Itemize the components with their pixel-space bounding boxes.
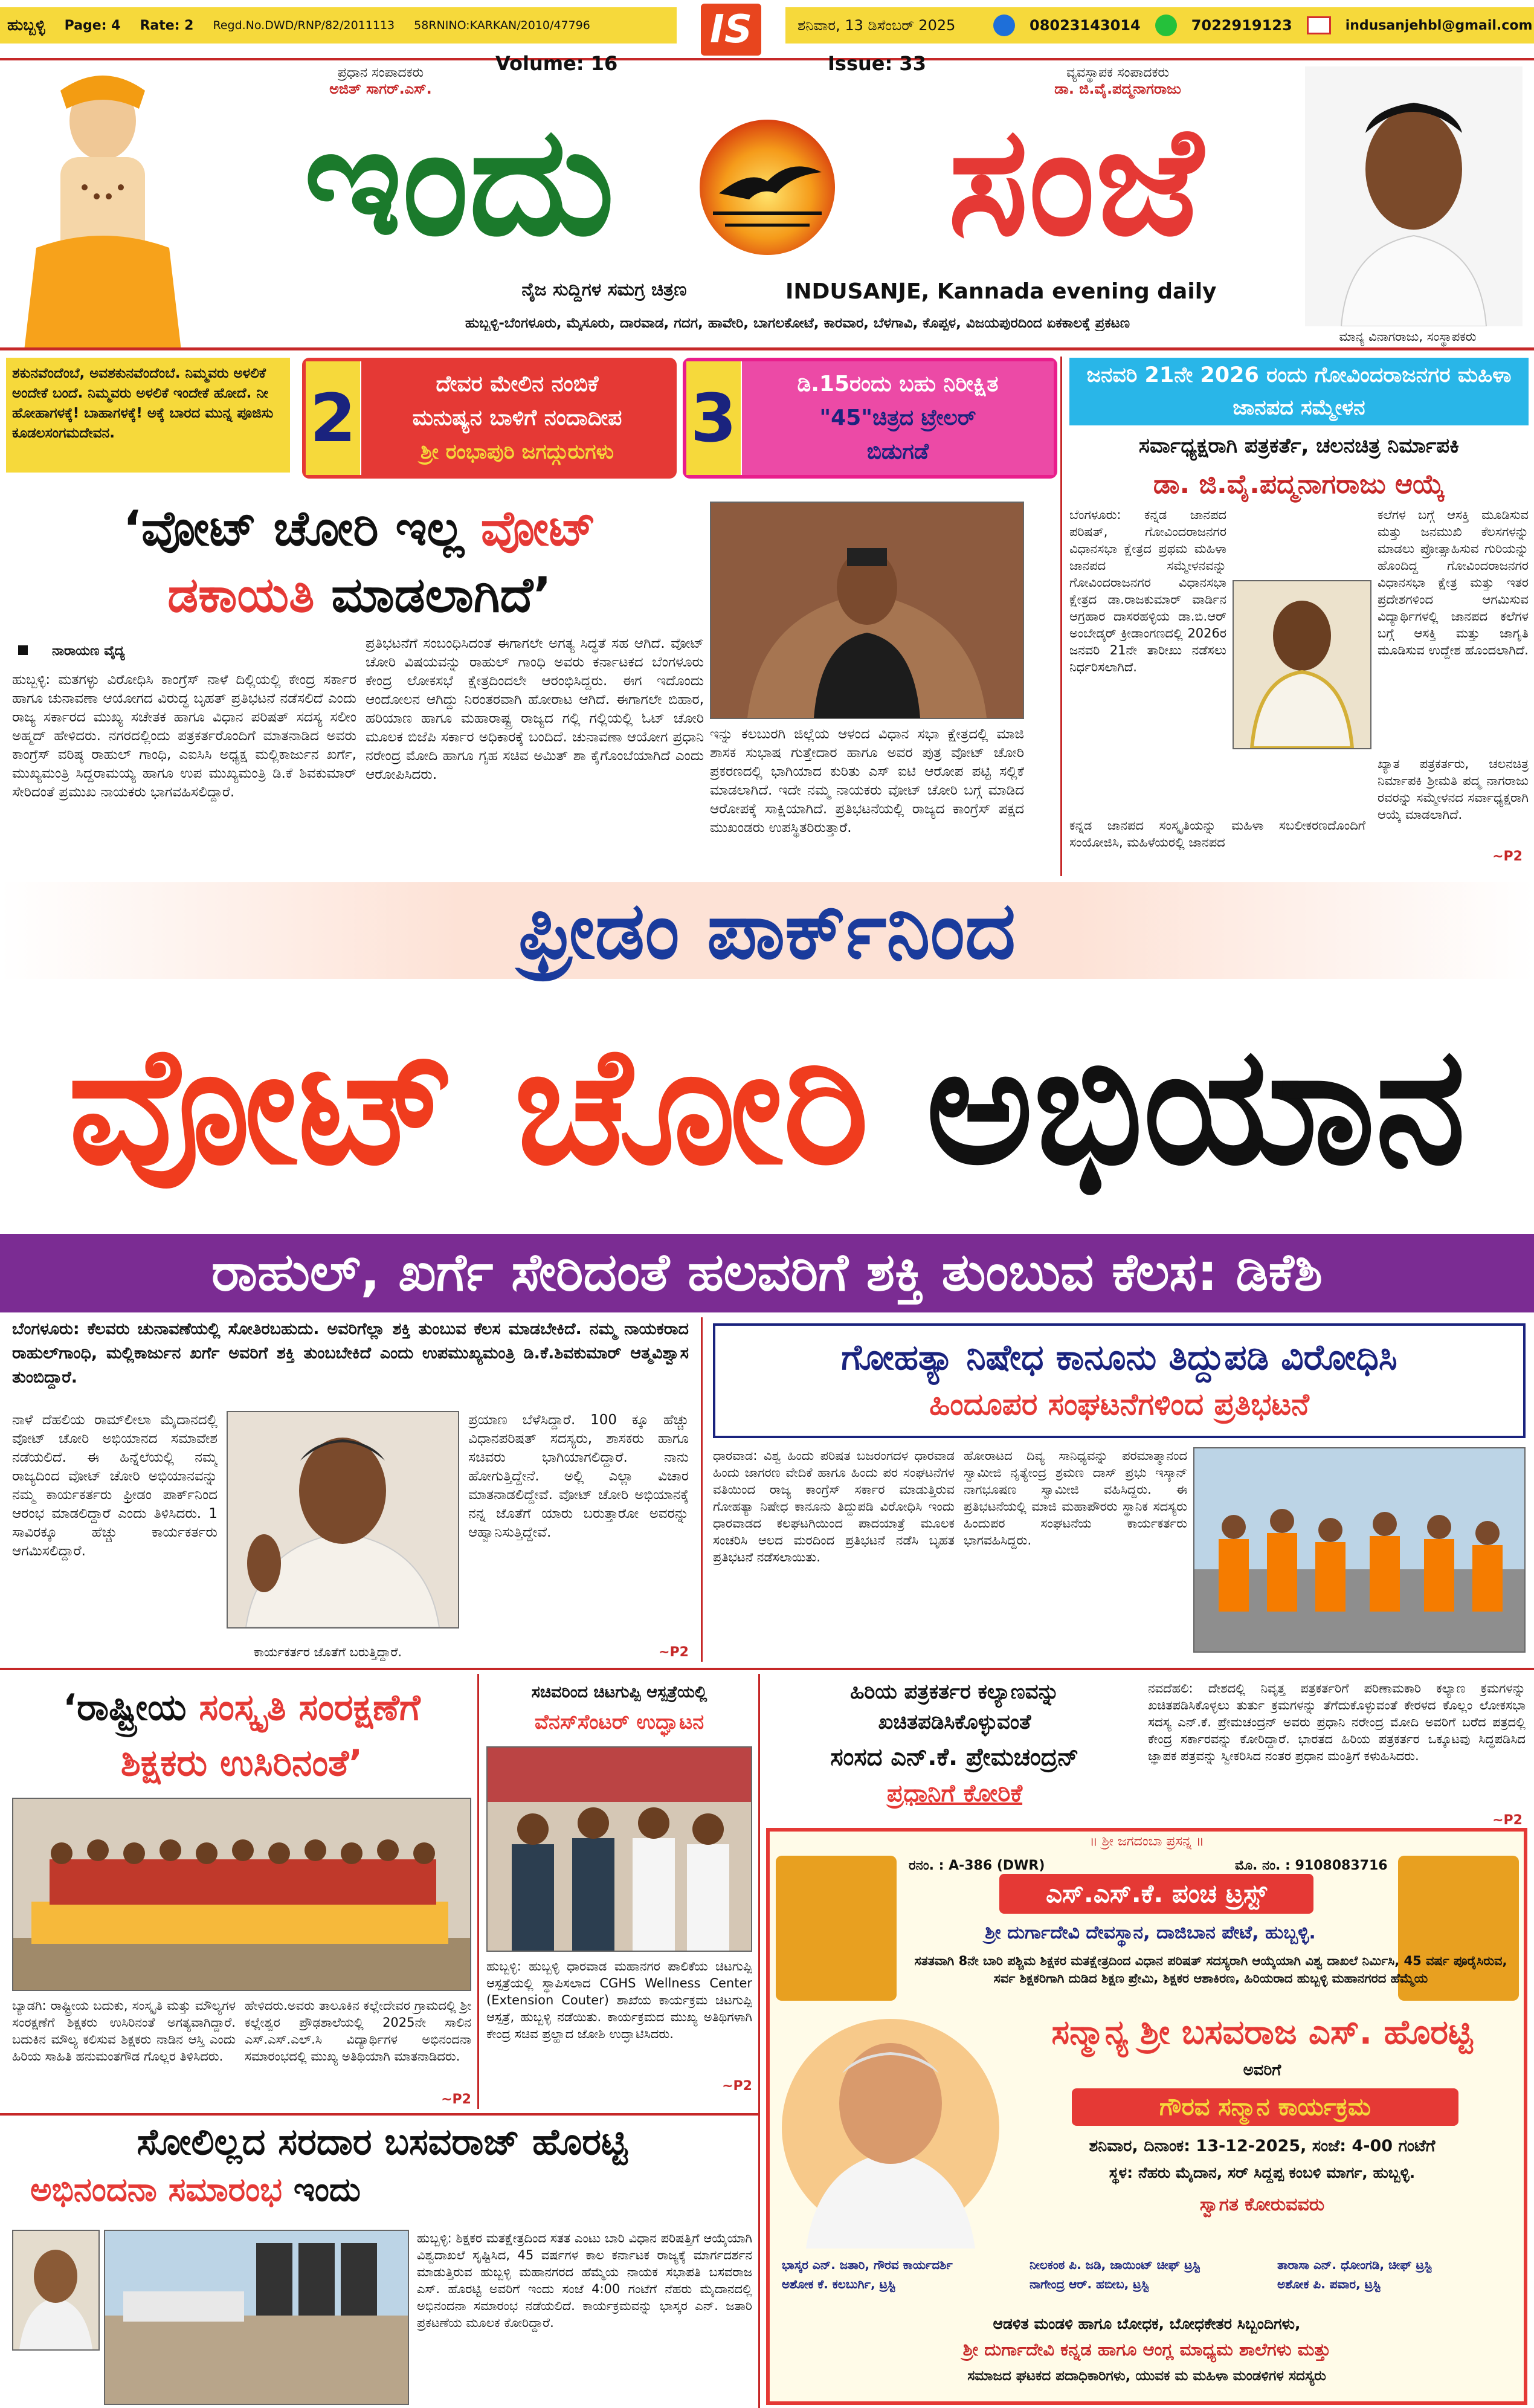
premachandran-kicker-2: ಖಚಿತಪಡಿಸಿಕೊಳ್ಳುವಂತೆ (878, 1710, 1031, 1734)
regd-number: Regd.No.DWD/RNP/82/2011113 (213, 19, 395, 32)
vote-story-photo (710, 502, 1024, 719)
teaser-3-line3: ಬಿಡುಗಡೆ (866, 439, 929, 464)
horatti-headline-part2: ಇಂದು (282, 2171, 361, 2209)
section-divider-2 (0, 2113, 758, 2116)
dks-page-ref[interactable]: ~P2 (659, 1645, 689, 1660)
masthead-divider (0, 347, 1534, 350)
teaser-2-number: 2 (306, 361, 360, 475)
founder-portrait (1305, 66, 1523, 326)
masthead-cities: ಹುಬ್ಬಳ್ಳಿ-ಬೆಂಗಳೂರು, ಮೈಸೂರು, ದಾರವಾಡ, ಗದಗ, ಹಾವೇರಿ, ಬಾಗಲಕೋಟೆ, ಕಾರವಾರ, ಬೆಳಗಾವಿ, ಕೊಪ್ಪಳ, ವಿಜಯಪುರದಿಂದ ಏಕಕಾಲಕ್ಕೆ ಪ್ರಕಟಣ (465, 315, 1130, 331)
horatti-headline-2 (12, 2171, 752, 2209)
janapada-photo (1233, 580, 1371, 749)
premachandran-kicker-1: ಹಿರಿಯ ಪತ್ರಕರ್ತರ ಕಲ್ಯಾಣವನ್ನು (850, 1680, 1059, 1704)
honour-advertisement (766, 1828, 1527, 2405)
ad-footer-1: ಆಡಳಿತ ಮಂಡಳಿ ಹಾಗೂ ಬೋಧಕ, ಬೋಧಕೇತರ ಸಿಬ್ಬಂದಿಗಳು, (993, 2315, 1301, 2332)
teachers-headline-part1: ‘ರಾಷ್ಟ್ರೀಯ (63, 1687, 199, 1729)
ad-honoree-name: ಬಸವರಾಜ ಎಸ್. ಹೊರಟ್ಟಿ (1181, 2013, 1473, 2052)
issue-label: Issue: 33 (828, 52, 926, 75)
teaser-2-line3: ಶ್ರೀ ರಂಭಾಪುರಿ ಜಗದ್ಗುರುಗಳು (421, 440, 614, 464)
section-divider-1 (0, 1668, 1534, 1670)
managing-editor-name: ಡಾ. ಜಿ.ವೈ.ಪದ್ಮನಾಗರಾಜು (1054, 80, 1181, 97)
banner-line2 (0, 991, 1534, 1221)
masthead-title-right: ಸಂಜೆ (948, 93, 1203, 269)
ad-temple: ಶ್ರೀ ದುರ್ಗಾದೇವಿ ದೇವಸ್ಥಾನ, ದಾಜಿಬಾನ ಪೇಟೆ, ಹುಬ್ಬಳ್ಳಿ. (985, 1922, 1316, 1943)
banner-line1: ಫ್ರೀಡಂ ಪಾರ್ಕ್‌ನಿಂದ (0, 882, 1534, 979)
sunset-emblem (695, 115, 840, 260)
janapada-page-ref[interactable]: ~P2 (1492, 849, 1523, 864)
saint-portrait (12, 66, 193, 350)
teaser-3[interactable] (683, 358, 1057, 479)
masthead-english-tag: INDUSANJE, Kannada evening daily (785, 279, 1217, 304)
city-label: ಹುಬ್ಬಳ್ಳಿ (7, 16, 45, 34)
venus-page-ref[interactable]: ~P2 (722, 2079, 752, 2094)
horatti-venue-photo (104, 2230, 409, 2405)
ad-trustees (782, 2258, 1519, 2291)
rni-number: 58RNINO:KARKAN/2010/47796 (414, 19, 590, 32)
teachers-headline-part2: ಶಿಕ್ಷಕರು ಉಸಿರಿನಂತೆ’ (120, 1742, 363, 1784)
janapada-sub: ಸರ್ವಾಧ್ಯಕ್ಷರಾಗಿ ಪತ್ರಕರ್ತೆ, ಚಲನಚಿತ್ರ ನಿರ್ಮಾಪಕಿ (1138, 434, 1460, 458)
banner-red-text: ವೋಟ್ ಚೋರಿ (68, 1010, 869, 1201)
cow-protest-photo (1193, 1447, 1526, 1653)
phone-number-2[interactable]: 7022919123 (1191, 17, 1292, 34)
ad-trustee: ತಾರಾಸಾ ಎನ್. ಧೋಂಗಡಿ, ಚೀಫ್ ಟ್ರಸ್ಟಿ (1277, 2258, 1432, 2272)
cow-headline-1: ಗೋಹತ್ಯಾ ನಿಷೇಧ ಕಾನೂನು ತಿದ್ದುಪಡಿ ವಿರೋಧಿಸಿ (841, 1337, 1397, 1378)
masthead-title-left: ಇಂದು (303, 93, 615, 269)
ad-venue: ಸ್ಥಳ: ನೆಹರು ಮೈದಾನ, ಸರ್ ಸಿದ್ದಪ್ಪ ಕಂಬಳಿ ಮಾರ್ಗ, ಹುಬ್ಬಳ್ಳಿ. (1109, 2164, 1416, 2181)
janapada-col-1: ಬೆಂಗಳೂರು: ಕನ್ನಡ ಜಾನಪದ ಪರಿಷತ್, ಗೋವಿಂದರಾಜನಗರ ವಿಧಾನಸಭಾ ಕ್ಷೇತ್ರದ ಪ್ರಥಮ ಮಹಿಳಾ ಜಾನಪದ ಸಮ್ಮೇಳನವನ್ನು ಗೋವಿಂದರಾಜನಗರ ವಿಧಾನಸಭಾ ಕ್ಷೇತ್ರದ ಡಾ.ರಾಜಕುಮಾರ್ ವಾರ್ಡಿನ ಆಗ್ರಹಾರ ದಾಸರಹಳ್ಳಿಯ ಡಾ.ಬಿ.ಆರ್ ಅಂಬೇಡ್ಕರ್ ಕ್ರೀಡಾಂಗಣದಲ್ಲಿ 2026ರ ಜನವರಿ 21ನೇ ತಾರೀಖು ನಡೆಸಲು ನಿರ್ಧರಿಸಲಾಗಿದೆ. (1069, 508, 1226, 674)
vertical-rule-bottom-2 (758, 1674, 760, 2408)
ad-datetime: ಶನಿವಾರ, ದಿನಾಂಕ: 13-12-2025, ಸಂಜೆ: 4-00 ಗಂಟೆಗೆ (1089, 2137, 1436, 2155)
ad-trustee: ನಾಗೇಂದ್ರ ಆರ್. ಹಬೀಬ, ಟ್ರಸ್ಟಿ (1030, 2277, 1149, 2291)
teaser-3-body (742, 361, 1054, 475)
founder-caption: ಮಾನ್ಯ ವಿನಾಗರಾಜು, ಸಂಸ್ಥಾಪಕರು (1339, 329, 1477, 344)
chief-editor-label: ಪ್ರಧಾನ ಸಂಪಾದಕರು (337, 65, 424, 80)
janapada-col-3: ಕನ್ನಡ ಜಾನಪದ ಸಂಸ್ಕೃತಿಯನ್ನು ಮಹಿಳಾ ಸಬಲೀಕರಣದೊಂದಿಗೆ ಸಂಯೋಜಿಸಿ, ಮಹಿಳೆಯರಲ್ಲಿ ಜಾನಪದ (1069, 818, 1365, 850)
janapada-heading: ಜನವರಿ 21ನೇ 2026 ರಂದು ಗೋವಿಂದರಾಜನಗರ ಮಹಿಳಾ ಜಾನಪದ ಸಮ್ಮೇಳನ (1069, 358, 1529, 425)
vertical-rule-top (1060, 357, 1062, 876)
vertical-rule-bottom-1 (477, 1674, 479, 2109)
phone-number-1[interactable]: 08023143014 (1030, 17, 1141, 34)
vote-byline: ನಾರಾಯಣ ವೈದ್ಯ (18, 644, 125, 659)
ad-honoree-photo (782, 2007, 999, 2248)
page-number: Page: 4 (64, 18, 121, 33)
ad-deity-left (776, 1856, 897, 2001)
rate-label: Rate: 2 (140, 18, 194, 33)
cow-col-1: ಧಾರವಾಡ: ವಿಶ್ವ ಹಿಂದು ಪರಿಷತ ಬಜರಂಗದಳ ಧಾರವಾಡ ಹಿಂದು ಜಾಗರಣ ವೇದಿಕೆ ಹಾಗೂ ಹಿಂದು ಪರ ಸಂಘಟನೆಗಳ ವತಿಯಿಂದ ರಾಜ್ಯ ಕಾಂಗ್ರೆಸ್ ಸರ್ಕಾರ ಮಾಡುತ್ತಿರುವ ಗೋಹತ್ಯಾ ನಿಷೇಧ ಕಾನೂನು ತಿದ್ದುಪಡಿ ವಿರೋಧಿಸಿ ಇಂದು ಧಾರವಾಡದ ಕಲಘಟಗಿಯಿಂದ ಪಾದಯಾತ್ರೆ ಮೂಲಕ ಸಂಚರಿಸಿ ಆಲದ ಮರದಿಂದ ಪ್ರತಿಭಟನೆ ನಡೆಸಿ ಬೃಹತ ಪ್ರತಿಭಟನೆ ನಡೆಸಲಾಯಿತು. (713, 1448, 955, 1564)
vote-headline-part1: ‘ವೋಟ್ ಚೋರಿ ಇಲ್ಲ (123, 500, 481, 557)
venus-headline: ವೆನಸ್‌ಸೆಂಟರ್ ಉದ್ಘಾಟನ (534, 1710, 704, 1734)
teaser-3-line1: ಡಿ.15ರಂದು ಬಹು ನಿರೀಕ್ಷಿತ (797, 372, 999, 396)
janapada-col-4: ಖ್ಯಾತ ಪತ್ರಕರ್ತರು, ಚಲನಚಿತ್ರ ನಿರ್ಮಾಪಕಿ ಶ್ರೀಮತಿ ಪದ್ಮ ನಾಗರಾಜು ರವರನ್ನು ಸಮ್ಮೇಳನದ ಸರ್ವಾಧ್ಯಕ್ಷರಾಗಿ ಆಯ್ಕೆ ಮಾಡಲಾಗಿದೆ. (1378, 757, 1529, 822)
chief-editor-name: ಅಜಿತ್ ಸಾಗರ್.ಎಸ್. (329, 80, 432, 97)
ad-honoree-prefix: ಸನ್ಮಾನ್ಯ ಶ್ರೀ (1051, 2013, 1182, 2052)
whatsapp-icon (1155, 15, 1177, 36)
teaser-2-line2: ಮನುಷ್ಯನ ಬಾಳಿಗೆ ನಂದಾದೀಪ (412, 405, 622, 430)
dks-col-2: ಪ್ರಯಾಣ ಬೆಳೆಸಿದ್ದಾರೆ. 100 ಕ್ಕೂ ಹೆಚ್ಚು ವಿಧಾನಪರಿಷತ್ ಸದಸ್ಯರು, ಶಾಸಕರು ಹಾಗೂ ಸಚಿವರು ಭಾಗಿಯಾಗಲಿದ್ದಾರೆ. ನಾನು ಹೋಗುತ್ತಿದ್ದೇನೆ. ಅಲ್ಲಿ ಎಲ್ಲಾ ವಿಚಾರ ಮಾತನಾಡಲಿದ್ದೇವೆ. ವೋಟ್ ಚೋರಿ ಅಭಿಯಾನಕ್ಕೆ ನನ್ನ ಜೊತೆಗೆ ಯಾರು ಬರುತ್ತಾರೋ ಅವರನ್ನು ಆಹ್ವಾನಿಸುತ್ತಿದ್ದೇವೆ. (468, 1412, 689, 1540)
vote-col-1: ಹುಬ್ಬಳ್ಳಿ: ಮತಗಳ್ಳು ವಿರೋಧಿಸಿ ಕಾಂಗ್ರೆಸ್ ನಾಳೆ ದಿಲ್ಲಿಯಲ್ಲಿ ಕೇಂದ್ರ ಸರ್ಕಾರ ಹಾಗೂ ಚುನಾವಣಾ ಆಯೋಗದ ವಿರುದ್ಧ ಬೃಹತ್ ಪ್ರತಿಭಟನೆ ನಡೆಸಲಿದೆ ಎಂದು ರಾಜ್ಯ ಸರ್ಕಾರದ ಮುಖ್ಯ ಸಚೇತಕ ಹಾಗೂ ವಿಧಾನ ಪರಿಷತ್ ಸದಸ್ಯ ಸಲೀಂ ಅಹ್ಮದ್ ಹೇಳಿದರು. ನಗರದಲ್ಲಿಂದು ಪತ್ರಕರ್ತರೊಂದಿಗೆ ಮಾತನಾಡಿದ ಅವರು ಕಾಂಗ್ರೆಸ್ ವರಿಷ್ಠ ರಾಹುಲ್ ಗಾಂಧಿ, ಎಐಸಿಸಿ ಅಧ್ಯಕ್ಷ ಮಲ್ಲಿಕಾರ್ಜುನ ಖರ್ಗೆ, ಮುಖ್ಯಮಂತ್ರಿ ಸಿದ್ದರಾಮಯ್ಯ ಹಾಗೂ ಉಪ ಮುಖ್ಯಮಂತ್ರಿ ಡಿ.ಕೆ ಶಿವಕುಮಾರ್ ಸೇರಿದಂತೆ ಪ್ರಮುಖ ನಾಯಕರು ಭಾಗವಹಿಸಲಿದ್ದಾರೆ. (12, 672, 356, 800)
is-logo: IS (701, 4, 761, 56)
teachers-photo (12, 1798, 471, 1991)
cow-headline-box (713, 1323, 1526, 1438)
vote-story-headline (12, 495, 707, 628)
teaser-2[interactable] (302, 358, 677, 479)
ad-welcome: ಸ್ವಾಗತ ಕೋರುವವರು (1199, 2194, 1325, 2215)
teachers-col-2: ಹೇಳಿದರು.ಅವರು ತಾಲೂಕಿನ ಕಲ್ಲೇದೇವರ ಗ್ರಾಮದಲ್ಲಿ ಶ್ರೀ ಕಲ್ಲೇಶ್ವರ ಪ್ರೌಢಶಾಲೆಯಲ್ಲಿ 2025ನೇ ಸಾಲಿನ ಎಸ್.ಎಸ್.ಎಲ್.ಸಿ ವಿದ್ಯಾರ್ಥಿಗಳ ಅಭಿನಂದನಾ ಸಮಾರಂಭದಲ್ಲಿ ಮುಖ್ಯ ಅತಿಥಿಯಾಗಿ ಮಾತನಾಡಿದರು. (245, 1998, 471, 2064)
premachandran-headline: ಸಂಸದ ಎನ್.ಕೆ. ಪ್ರೇಮಚಂದ್ರನ್ (830, 1743, 1079, 1771)
vachana-quote-box (6, 358, 290, 473)
ad-intro: ಸತತವಾಗಿ 8ನೇ ಬಾರಿ ಪಶ್ಚಿಮ ಶಿಕ್ಷಕರ ಮತಕ್ಷೇತ್ರದಿಂದ ವಿಧಾನ ಪರಿಷತ್ ಸದಸ್ಯರಾಗಿ ಆಯ್ಕೆಯಾಗಿ ವಿಶ್ವ ದಾಖಲೆ ನಿರ್ಮಿಸಿ, 45 ವರ್ಷ ಪೂರೈಸಿರುವ, ಸರ್ವ ಶಿಕ್ಷಕರಿಗಾಗಿ ದುಡಿದ ಶಿಕ್ಷಣ ಪ್ರೇಮಿ, ಶಿಕ್ಷಕರ ಆಶಾಕಿರಣ, ಹಿರಿಯರಾದ ಹುಬ್ಬಳ್ಳಿ ಮಹಾನಗರದ ಹೆಮ್ಮೆಯ (914, 1954, 1507, 1986)
janapada-col-2: ಕಲೆಗಳ ಬಗ್ಗೆ ಆಸಕ್ತಿ ಮೂಡಿಸುವ ಮತ್ತು ಜನಮುಖಿ ಕೆಲಸಗಳನ್ನು ಮಾಡಲು ಪ್ರೋತ್ಸಾಹಿಸುವ ಗುರಿಯನ್ನು ಹೊಂದಿದ್ದ ಗೋವಿಂದರಾಜನಗರ ವಿಧಾನಸಭಾ ಕ್ಷೇತ್ರ ಮತ್ತು ಇತರ ಪ್ರದೇಶಗಳಿಂದ ಆಗಮಿಸುವ ವಿದ್ಯಾರ್ಥಿಗಳಲ್ಲಿ ಜಾನಪದ ಕಲೆಗಳ ಬಗ್ಗೆ ಆಸಕ್ತಿ ಮತ್ತು ಜಾಗೃತಿ ಮೂಡಿಸುವ ಉದ್ದೇಶ ಹೊಂದಲಾಗಿದೆ. (1378, 508, 1529, 657)
issue-date: ಶನಿವಾರ, 13 ಡಿಸೆಂಬರ್ 2025 (798, 17, 956, 34)
ad-avarige: ಅವರಿಗೆ (1243, 2061, 1281, 2079)
premachandran-text: ನವದೆಹಲಿ: ದೇಶದಲ್ಲಿ ನಿವೃತ್ತ ಪತ್ರಕರ್ತರಿಗೆ ಪರಿಣಾಮಕಾರಿ ಕಲ್ಯಾಣ ಕ್ರಮಗಳನ್ನು ಖಚಿತಪಡಿಸಿಕೊಳ್ಳಲು ತುರ್ತು ಕ್ರಮಗಳನ್ನು ತೆಗೆದುಕೊಳ್ಳುವಂತೆ ಕೇರಳದ ಕೊಲ್ಲಂ ಲೋಕಸಭಾ ಸದಸ್ಯ ಎನ್.ಕೆ. ಪ್ರೇಮಚಂದ್ರನ್ ಅವರು ಪ್ರಧಾನಿ ನರೇಂದ್ರ ಮೋದಿ ಅವರಿಗೆ ಬರೆದ ಪತ್ರದಲ್ಲಿ ಕೇಂದ್ರ ಸರ್ಕಾರವನ್ನು ಕೋರಿದ್ದಾರೆ. ಭಾರತದ ಹಿರಿಯ ಪತ್ರಕರ್ತರ ಒಕ್ಕೂಟವು ಸಿದ್ಧಪಡಿಸಿದ ಜ್ಞಾಪಕ ಪತ್ರವನ್ನು ಸ್ವೀಕರಿಸಿದ ನಂತರ ಪ್ರಧಾನ ಮಂತ್ರಿಗೆ ಕಳುಹಿಸಿದರು. (1148, 1681, 1526, 1763)
ad-trustee: ಅಶೋಕ ಪಿ. ಪವಾರ, ಟ್ರಸ್ಟಿ (1277, 2277, 1381, 2291)
email-address[interactable]: indusanjehbl@gmail.com (1345, 18, 1533, 33)
ad-top-line: ॥ ಶ್ರೀ ಜಗದಂಬಾ ಪ್ರಸನ್ನ ॥ (1089, 1834, 1204, 1849)
ad-trustee: ನೀಲಕಂಠ ಪಿ. ಜಡಿ, ಜಾಯಿಂಟ್ ಚೀಫ್ ಟ್ರಸ್ಟಿ (1030, 2258, 1200, 2272)
teachers-headline (12, 1680, 471, 1791)
ad-mobile: ಮೊ. ನಂ. : 9108083716 (1235, 1858, 1388, 1873)
banner-black-text: ಅಭಿಯಾನ (926, 1010, 1466, 1201)
banner-strip: ರಾಹುಲ್, ಖರ್ಗೆ ಸೇರಿದಂತೆ ಹಲವರಿಗೆ ಶಕ್ತಿ ತುಂಬುವ ಕೆಲಸ: ಡಿಕೆಶಿ (0, 1234, 1534, 1312)
ad-trustee: ಭಾಸ್ಕರ ಎನ್. ಜತಾರಿ, ಗೌರವ ಕಾರ್ಯದರ್ಶಿ (782, 2258, 953, 2272)
vote-col-2: ಪ್ರತಿಭಟನೆಗೆ ಸಂಬಂಧಿಸಿದಂತೆ ಈಗಾಗಲೇ ಅಗತ್ಯ ಸಿದ್ಧತೆ ಸಹ ಆಗಿದೆ. ವೋಟ್ ಚೋರಿ ವಿಷಯವನ್ನು ರಾಹುಲ್ ಗಾಂಧಿ ಅವರು ಕರ್ನಾಟಕದ ಬೆಂಗಳೂರು ಕೇಂದ್ರ ಲೋಕಸಭೆ ಕ್ಷೇತ್ರದಿಂದಲೇ ಆರಂಭಿಸಿದ್ದರು. ಈಗ ಇದೊಂದು ಆಂದೋಲನ ಆಗಿದ್ದು ನಿರಂತರವಾಗಿ ಹೋರಾಟ ಆಗಿದೆ. ಈಗಾಗಲೇ ಬಿಹಾರ, ಹರಿಯಾಣ ಹಾಗೂ ಮಹಾರಾಷ್ಟ್ರ ರಾಜ್ಯದ ಗಲ್ಲಿ ಗಲ್ಲಿಯಲ್ಲಿ ಓಟ್ ಚೋರಿ ಮೂಲಕ ಬಿಜೆಪಿ ಸರ್ಕಾರ ಅಧಿಕಾರಕ್ಕೆ ಬಂದಿದೆ. ಚುನಾವಣಾ ಆಯೋಗ ಪ್ರಧಾನಿ ನರೇಂದ್ರ ಮೋದಿ ಹಾಗೂ ಗೃಹ ಸಚಿವ ಅಮಿತ್ ಶಾ ಕೈಗೊಂಬೆಯಾಗಿದೆ ಎಂದು ಆರೋಪಿಸಿದರು. (366, 636, 704, 783)
dks-lead: ಬೆಂಗಳೂರು: ಕೆಲವರು ಚುನಾವಣೆಯಲ್ಲಿ ಸೋತಿರಬಹುದು. ಅವರಿಗೆಲ್ಲಾ ಶಕ್ತಿ ತುಂಬುವ ಕೆಲಸ ಮಾಡಬೇಕಿದೆ. ನಮ್ಮ ನಾಯಕರಾದ ರಾಹುಲ್‌ಗಾಂಧಿ, ಮಲ್ಲಿಕಾರ್ಜುನ ಖರ್ಗೆ ಅವರಿಗೆ ಶಕ್ತಿ ತುಂಬಬೇಕಿದೆ ಎಂದು ಉಪಮುಖ್ಯಮಂತ್ರಿ ಡಿ.ಕೆ.ಶಿವಕುಮಾರ್ ಆತ್ಮವಿಶ್ವಾಸ ತುಂಬಿದ್ದಾರೆ. (12, 1320, 689, 1387)
email-icon (1307, 16, 1331, 34)
dks-photo-caption: ಕಾರ್ಯಕರ್ತರ ಜೊತೆಗೆ ಬರುತ್ತಿದ್ದಾರೆ. (254, 1645, 402, 1659)
teaser-3-number: 3 (686, 361, 741, 475)
teaser-2-body (361, 361, 673, 475)
venus-text: ಹುಬ್ಬಳ್ಳಿ: ಹುಬ್ಬಳ್ಳಿ ಧಾರವಾಡ ಮಹಾನಗರ ಪಾಲಿಕೆಯ ಚಿಟಗುಪ್ಪಿ ಆಸ್ಪತ್ರೆಯಲ್ಲಿ ಸ್ಥಾಪಿಸಲಾದ CGHS Wellness Center (Extension Couter) ಶಾಖೆಯ ಕಾರ್ಯಕ್ರಮ ಚಿಟಗುಪ್ಪಿ ಆಸ್ಪತ್ರೆ, ಹುಬ್ಬಳ್ಳಿ ನಡೆಯಿತು. ಕಾರ್ಯಕ್ರಮದ ಮುಖ್ಯ ಅತಿಥಿಗಳಾಗಿ ಕೇಂದ್ರ ಸಚಿವ ಪ್ರಲ್ಹಾದ ಜೋಶಿ ಉದ್ಘಾಟಿಸಿದರು. (486, 1959, 752, 2041)
vote-headline-red1: ವೋಟ್ (480, 500, 596, 557)
ad-honoree (1005, 2013, 1519, 2053)
janapada-name: ಡಾ. ಜಿ.ವೈ.ಪದ್ಮನಾಗರಾಜು ಆಯ್ಕೆ (1153, 469, 1445, 500)
teachers-headline-red: ಸಂಸ್ಕೃತಿ ಸಂರಕ್ಷಣೆಗೆ (199, 1687, 421, 1729)
horatti-headline-1: ಸೋಲಿಲ್ಲದ ಸರದಾರ ಬಸವರಾಜ್ ಹೊರಟ್ಟಿ (137, 2121, 628, 2163)
horatti-headline-red: ಅಭಿನಂದನಾ ಸಮಾರಂಭ (30, 2171, 283, 2209)
top-bar-left (0, 7, 677, 44)
vote-col-3: ಇನ್ನು ಕಲಬುರಗಿ ಜಿಲ್ಲೆಯ ಆಳಂದ ವಿಧಾನ ಸಭಾ ಕ್ಷೇತ್ರದಲ್ಲಿ ಮಾಜಿ ಶಾಸಕ ಸುಭಾಷ ಗುತ್ತೇದಾರ ಹಾಗೂ ಅವರ ಪುತ್ರ ವೋಟ್ ಚೋರಿ ಪ್ರಕರಣದಲ್ಲಿ ಭಾಗಿಯಾದ ಕುರಿತು ಎಸ್ ಐಟಿ ಆರೋಪ ಪಟ್ಟಿ ಸಲ್ಲಿಕೆ ಮಾಡಲಾಗಿದೆ. ಇದೇ ನಮ್ಮ ನಾಯಕರು ವೋಟ್ ಚೋರಿ ಬಗ್ಗೆ ಮಾಡಿದ ಆರೋಪಕ್ಕೆ ಸಾಕ್ಷಿಯಾಗಿದೆ. ಪ್ರತಿಭಟನೆಯಲ್ಲಿ ರಾಜ್ಯದ ಕಾಂಗ್ರೆಸ್ ಪಕ್ಷದ ಮುಖಂಡರು ಉಪಸ್ಥಿತರಿರುತ್ತಾರೆ. (710, 726, 1024, 836)
dks-photo (227, 1411, 459, 1628)
teaser-2-line1: ದೇವರ ಮೇಲಿನ ನಂಬಿಕೆ (436, 372, 599, 396)
top-bar (0, 0, 1534, 60)
ad-reg: ರನಂ. : A-386 (DWR) (909, 1858, 1045, 1873)
vachana-quote-text: ಶಕುನವೆಂದೆಂಬೆ, ಅವಶಕುನವೆಂದೆಂಬೆ. ನಿಮ್ಮವರು ಅಳಲಿಕೆ ಅಂದೇಕೆ ಬಂದೆ. ನಿಮ್ಮವರು ಅಳಲಿಕೆ ಇಂದೇಕೆ ಹೋದೆ. ನೀ ಹೋಹಾಗಳಕ್ಕೆ! ಬಾಹಾಗಳಕ್ಕೆ! ಅಕ್ಕೆ ಬಾರದ ಮುನ್ನ ಪೂಜಿಸು ಕೂಡಲಸಂಗಮದೇವನ. (12, 366, 274, 441)
ad-footer-3: ಸಮಾಜದ ಘಟಕದ ಪದಾಧಿಕಾರಿಗಳು, ಯುವಕ ಮ ಮಹಿಳಾ ಮಂಡಳಿಗಳ ಸದಸ್ಯರು (967, 2368, 1326, 2384)
ad-footer-2: ಶ್ರೀ ದುರ್ಗಾದೇವಿ ಕನ್ನಡ ಹಾಗೂ ಆಂಗ್ಲ ಮಾಧ್ಯಮ ಶಾಲೆಗಳು ಮತ್ತು (962, 2339, 1331, 2360)
venus-kicker: ಸಚಿವರಿಂದ ಚಿಟಗುಪ್ಪಿ ಆಸ್ಪತ್ರೆಯಲ್ಲಿ (531, 1683, 707, 1702)
masthead-tagline: ನೈಜ ಸುದ್ದಿಗಳ ಸಮಗ್ರ ಚಿತ್ರಣ (521, 279, 687, 300)
byline-marker-icon (18, 645, 28, 655)
vote-headline-part2: ಮಾಡಲಾಗಿದೆ’ (314, 567, 552, 623)
teaser-3-line2: "45"ಚಿತ್ರದ ಟ್ರೇಲರ್ (819, 405, 976, 430)
premachandran-page-ref[interactable]: ~P2 (1492, 1813, 1523, 1828)
horatti-portrait (12, 2230, 100, 2351)
dks-col-1: ನಾಳೆ ದೆಹಲಿಯ ರಾಮ್‌ಲೀಲಾ ಮೈದಾನದಲ್ಲಿ ವೋಟ್ ಚೋರಿ ಅಭಿಯಾನದ ಸಮಾವೇಶ ನಡೆಯಲಿದೆ. ಈ ಹಿನ್ನೆಲೆಯಲ್ಲಿ ನಮ್ಮ ರಾಜ್ಯದಿಂದ ವೋಟ್ ಚೋರಿ ಅಭಿಯಾನವನ್ನು ನಮ್ಮ ಕಾರ್ಯಕರ್ತರು ಫ್ರೀಡಂ ಪಾರ್ಕ್‌ನಿಂದ ಆರಂಭ ಮಾಡಲಿದ್ದಾರೆ ಎಂದು ತಿಳಿಸಿದರು. 1 ಸಾವಿರಕ್ಕೂ ಹೆಚ್ಚು ಕಾರ್ಯಕರ್ತರು ಆಗಮಿಸಲಿದ್ದಾರೆ. (12, 1412, 218, 1559)
ad-trust-name: ಎಸ್.ಎಸ್.ಕೆ. ಪಂಚ ಟ್ರಸ್ಟ್ (999, 1874, 1313, 1914)
cow-headline-2: ಹಿಂದೂಪರ ಸಂಘಟನೆಗಳಿಂದ ಪ್ರತಿಭಟನೆ (929, 1387, 1309, 1422)
venus-photo (486, 1746, 752, 1952)
managing-editor-label: ವ್ಯವಸ್ಥಾಪಕ ಸಂಪಾದಕರು (1066, 65, 1169, 80)
top-bar-right (785, 7, 1534, 44)
cow-col-2: ಹೋರಾಟದ ದಿವ್ಯ ಸಾನಿಧ್ಯವನ್ನು ಪರಮಾತ್ಮಾನಂದ ಸ್ವಾಮೀಜಿ ನೃತ್ಯೇಂದ್ರ ಶ್ರಮಣ ದಾಸ್ ಪ್ರಭು ಇಸ್ಕಾನ್ ನಾಗಭೂಷಣ ಸ್ವಾಮೀಜಿ ವಹಿಸಿದ್ದರು. ಈ ಪ್ರತಿಭಟನೆಯಲ್ಲಿ ಮಾಜಿ ಮಹಾಪೌರರು ಸ್ಥಾನಿಕ ಸದಸ್ಯರು ಹಿಂದುಪರ ಸಂಘಟನೆಯ ಕಾರ್ಯಕರ್ತರು ಭಾಗವಹಿಸಿದ್ದರು. (964, 1448, 1187, 1548)
teachers-page-ref[interactable]: ~P2 (441, 2092, 471, 2107)
horatti-text: ಹುಬ್ಬಳ್ಳಿ: ಶಿಕ್ಷಕರ ಮತಕ್ಷೇತ್ರದಿಂದ ಸತತ ಎಂಟು ಬಾರಿ ವಿಧಾನ ಪರಿಷತ್ತಿಗೆ ಆಯ್ಕೆಯಾಗಿ ವಿಶ್ವದಾಖಲೆ ಸೃಷ್ಟಿಸಿದ, 45 ವರ್ಷಗಳ ಕಾಲ ಕರ್ನಾಟಕ ರಾಜ್ಯಕ್ಕೆ ಮಾರ್ಗದರ್ಶನ ಮಾಡುತ್ತಿರುವ ಹುಬ್ಬಳ್ಳಿ ಮಹಾನಗರದ ಹೆಮ್ಮೆಯ ನಾಯಕ ಸಭಾಪತಿ ಬಸವರಾಜ ಎಸ್. ಹೊರಟ್ಟಿ ಅವರಿಗೆ ಇಂದು ಸಂಜೆ 4:00 ಗಂಟೆಗೆ ನೆಹರು ಮೈದಾನದಲ್ಲಿ ಅಭಿನಂದನಾ ಸಮಾರಂಭ ನಡೆಯಲಿದೆ. ಕಾರ್ಯಕ್ರಮವನ್ನು ಭಾಸ್ಕರ ಎನ್. ಜತಾರಿ ಪ್ರಕಟಣೆಯ ಮೂಲಕ ಕೋರಿದ್ದಾರೆ. (417, 2231, 752, 2330)
phone-icon (993, 15, 1015, 36)
volume-label: Volume: 16 (495, 52, 618, 75)
premachandran-headline-red: ಪ್ರಧಾನಿಗೆ ಕೋರಿಕೆ (886, 1780, 1023, 1807)
vertical-rule-mid (701, 1317, 703, 1662)
ad-event: ಗೌರವ ಸನ್ಮಾನ ಕಾರ್ಯಕ್ರಮ (1072, 2088, 1458, 2126)
ad-trustee: ಅಶೋಕ ಕೆ. ಕಲಬುರ್ಗಿ, ಟ್ರಸ್ಟಿ (782, 2277, 895, 2291)
vote-headline-red2: ಡಕಾಯತಿ (167, 567, 315, 623)
teachers-col-1: ಬ್ಯಾಡಗಿ: ರಾಷ್ಟ್ರೀಯ ಬದುಕು, ಸಂಸ್ಕೃತಿ ಮತ್ತು ಮೌಲ್ಯಗಳ ಸಂರಕ್ಷಣೆಗೆ ಶಿಕ್ಷಕರು ಉಸಿರಿನಂತೆ ಅಗತ್ಯವಾಗಿದ್ದಾರೆ. ಬದುಕಿನ ಮೌಲ್ಯ ಕಲಿಸುವ ಶಿಕ್ಷಕರು ನಾಡಿನ ಆಸ್ತಿ ಎಂದು ಹಿರಿಯ ಸಾಹಿತಿ ಹನುಮಂತಗೌಡ ಗೊಲ್ಲರ ತಿಳಿಸಿದರು. (12, 1998, 236, 2064)
